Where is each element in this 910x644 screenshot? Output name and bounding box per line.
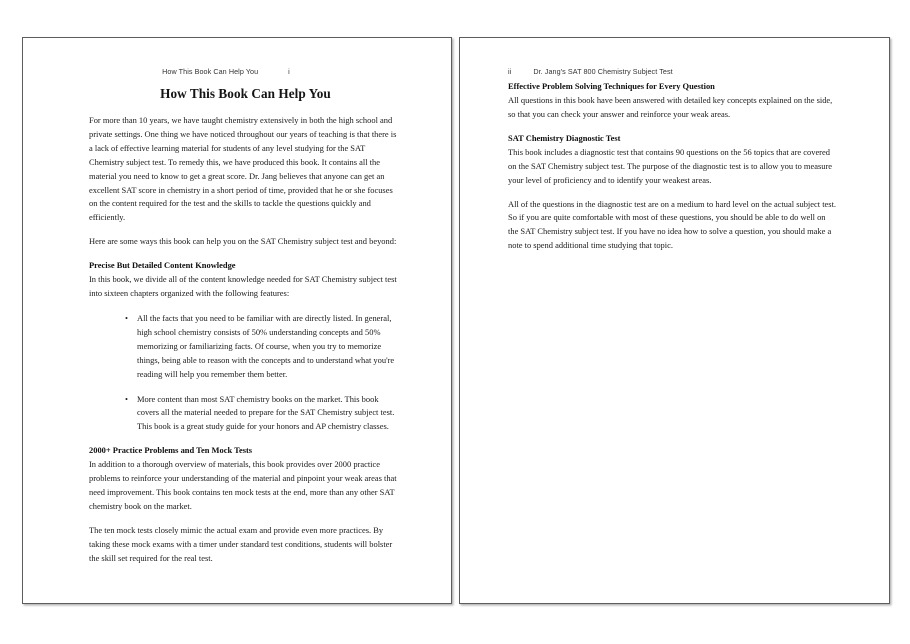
running-header-left bbox=[23, 67, 451, 76]
diagnostic-test-paragraph-2: All of the questions in the diagnostic test are on a medium to hard level on the actual subject test. So if you are quite comfortable with most of these questions, you should be able to do well on the SAT Chemistry subject test. If you have no idea how to solve a question, you should make a note to spend additional time studying that topic. bbox=[508, 198, 837, 251]
running-header-title: How This Book Can Help You bbox=[162, 67, 259, 76]
text-column-left bbox=[89, 86, 402, 576]
page-left bbox=[22, 37, 452, 604]
bullet-icon: • bbox=[125, 312, 128, 323]
running-header-book-title: Dr. Jang's SAT 800 Chemistry Subject Test bbox=[533, 67, 673, 76]
section-heading-diagnostic-test: SAT Chemistry Diagnostic Test bbox=[508, 132, 621, 143]
page-number-left: i bbox=[288, 67, 290, 76]
running-header-right bbox=[508, 67, 673, 76]
practice-problems-paragraph-1: In addition to a thorough overview of materials, this book provides over 2000 practice problems to reinforce your understanding of the material and pinpoint your weak areas that need improvement. This book contains ten mock tests at the end, more than any other SAT chemistry book on the market. bbox=[89, 459, 397, 511]
page-number-right: ii bbox=[508, 67, 512, 76]
bullet-icon: • bbox=[125, 393, 128, 404]
list-item-text: More content than most SAT chemistry books on the market. This book covers all the material needed to prepare for the SAT Chemistry subject test. This book is a great study guide for your honors and AP chemistry classes. bbox=[137, 393, 395, 432]
feature-bullet-list bbox=[89, 312, 402, 434]
section-intro-content-knowledge: In this book, we divide all of the content knowledge needed for SAT Chemistry subject test into sixteen chapters organized with the following features: bbox=[89, 274, 397, 299]
list-item-text: All the facts that you need to be familiar with are directly listed. In general, high school chemistry consists of 50% understanding concepts and 50% memorizing or familiarizing facts. Of course, when you try to memorize things, being able to reason with the concepts and to understand what you're reading will help you remember them better. bbox=[137, 312, 395, 379]
intro-paragraph: For more than 10 years, we have taught chemistry extensively in both the high school and private settings. One thing we have noticed throughout our years of teaching is that there is a lack of effective learning material for students of any level studying for the SAT Chemistry subject test. To remedy this, we have produced this book. It contains all the material you need to know to get a great score. Dr. Jang believes that anyone can get an excellent SAT score in chemistry in a short period of time, provided that he or she focuses on the content required for the test and the skills to tackle the questions quickly and efficiently. bbox=[89, 115, 397, 223]
practice-problems-paragraph-2: The ten mock tests closely mimic the actual exam and provide even more practices. By taking these mock exams with a timer under standard test conditions, students will bolster the skill set required for the real test. bbox=[89, 524, 393, 563]
list-item bbox=[89, 393, 402, 435]
list-item bbox=[89, 312, 402, 382]
lead-in-paragraph: Here are some ways this book can help you on the SAT Chemistry subject test and beyond: bbox=[89, 236, 397, 247]
section-heading-problem-solving: Effective Problem Solving Techniques for Every Question bbox=[508, 81, 715, 91]
text-column-right bbox=[508, 80, 837, 263]
section-heading-content-knowledge: Precise But Detailed Content Knowledge bbox=[89, 260, 236, 271]
chapter-title: How This Book Can Help You bbox=[160, 86, 331, 101]
page-right bbox=[459, 37, 890, 604]
diagnostic-test-paragraph-1: This book includes a diagnostic test that contains 90 questions on the 56 topics that are covered on the SAT Chemistry subject test. The purpose of the diagnostic test is to allow you to measure your level of proficiency and to identify your weakest areas. bbox=[508, 146, 833, 185]
problem-solving-paragraph: All questions in this book have been answered with detailed key concepts explained on the side, so that you can check your answer and reinforce your weak areas. bbox=[508, 95, 833, 119]
section-heading-practice-problems: 2000+ Practice Problems and Ten Mock Tests bbox=[89, 445, 253, 456]
